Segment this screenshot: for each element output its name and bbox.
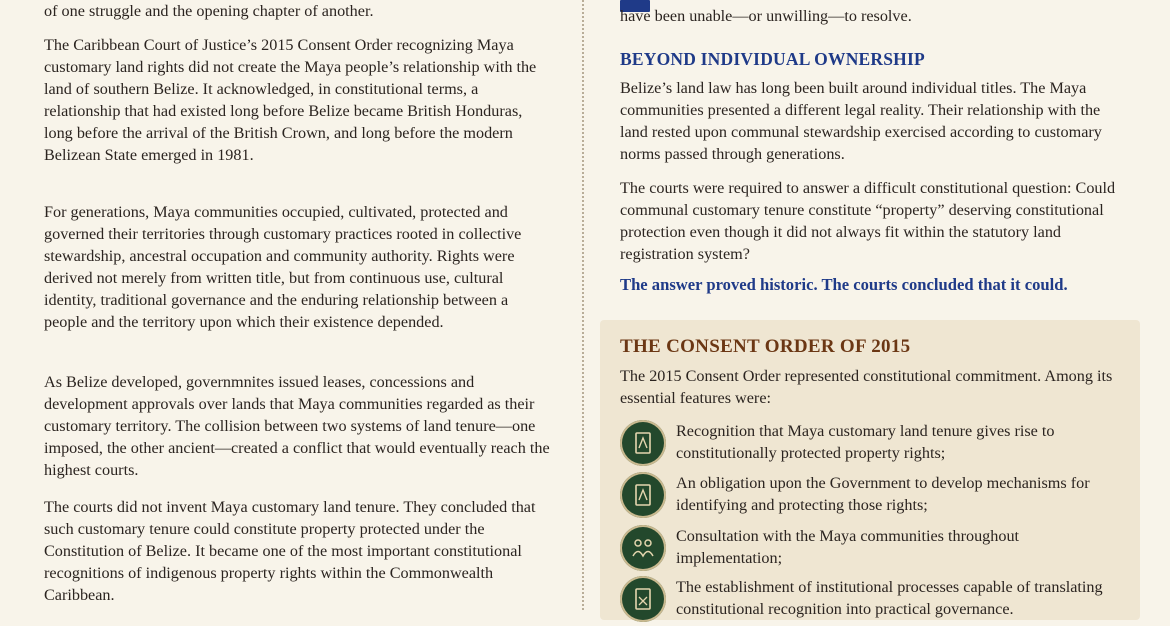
institution-document-icon: [620, 576, 666, 622]
feature-item: [620, 576, 1130, 626]
left-paragraph-0: of one struggle and the opening chapter of another.: [44, 2, 374, 20]
feature-item: [620, 525, 1130, 575]
section-heading: BEYOND INDIVIDUAL OWNERSHIP: [620, 49, 925, 69]
feature-item: [620, 472, 1130, 522]
right-paragraph-1: Belize’s land law has long been built around individual titles. The Maya communities presented a different legal reality. Their relationship with the land rested upon communal stewardship exercised according to customary norms passed through generations.: [620, 79, 1102, 163]
feature-text: An obligation upon the Government to develop mechanisms for identifying and protecting those rights;: [676, 474, 1090, 514]
box-intro: The 2015 Consent Order represented constitutional commitment. Among its essential features were:: [620, 367, 1113, 407]
box-title: THE CONSENT ORDER OF 2015: [620, 336, 911, 357]
consent-order-box: [600, 320, 1140, 620]
right-paragraph-2: The courts were required to answer a difficult constitutional question: Could communal customary tenure constitute “property” deserving constitutional protection even though it did not always fit within the statutory land registration system?: [620, 179, 1116, 263]
conclusion-statement: The answer proved historic. The courts concluded that it could.: [620, 275, 1068, 294]
left-paragraph-1: The Caribbean Court of Justice’s 2015 Consent Order recognizing Maya customary land rights did not create the Maya people’s relationship with the land of southern Belize. It acknowledged, in constitutional terms, a relationship that had existed long before Belize became British Honduras, long before the arrival of the British Crown, and long before the modern Belizean State emerged in 1981.: [44, 36, 537, 164]
feature-item: [620, 420, 1130, 470]
feature-text: The establishment of institutional processes capable of translating constitutional recognition into practical governance.: [676, 578, 1103, 618]
left-paragraph-4: The courts did not invent Maya customary land tenure. They concluded that such customary tenure could constitute property protected under the Constitution of Belize. It became one of the most important constitutional recognitions of indigenous property rights within the Commonwealth Caribbean.: [44, 498, 536, 604]
land-document-icon: [620, 420, 666, 466]
feature-text: Recognition that Maya customary land tenure gives rise to constitutionally protected property rights;: [676, 422, 1055, 462]
feature-text: Consultation with the Maya communities throughout implementation;: [676, 527, 1020, 567]
left-paragraph-2: For generations, Maya communities occupied, cultivated, protected and governed their territories through customary practices rooted in collective stewardship, ancestral occupation and community authority. Rights were derived not merely from written title, but from continuous use, cultural identity, traditional governance and the enduring relationship between a people and the territory upon which their existence depended.: [44, 203, 522, 331]
community-people-icon: [620, 525, 666, 571]
left-paragraph-3: As Belize developed, governmnites issued leases, concessions and development approvals over lands that Maya communities regarded as their customary territory. The collision between two systems of land tenure—one imposed, the other ancient—created a conflict that would eventually reach the highest courts.: [44, 373, 550, 479]
column-divider: [582, 0, 584, 610]
land-document-icon: [620, 472, 666, 518]
right-paragraph-0: have been unable—or unwilling—to resolve.: [620, 7, 912, 25]
